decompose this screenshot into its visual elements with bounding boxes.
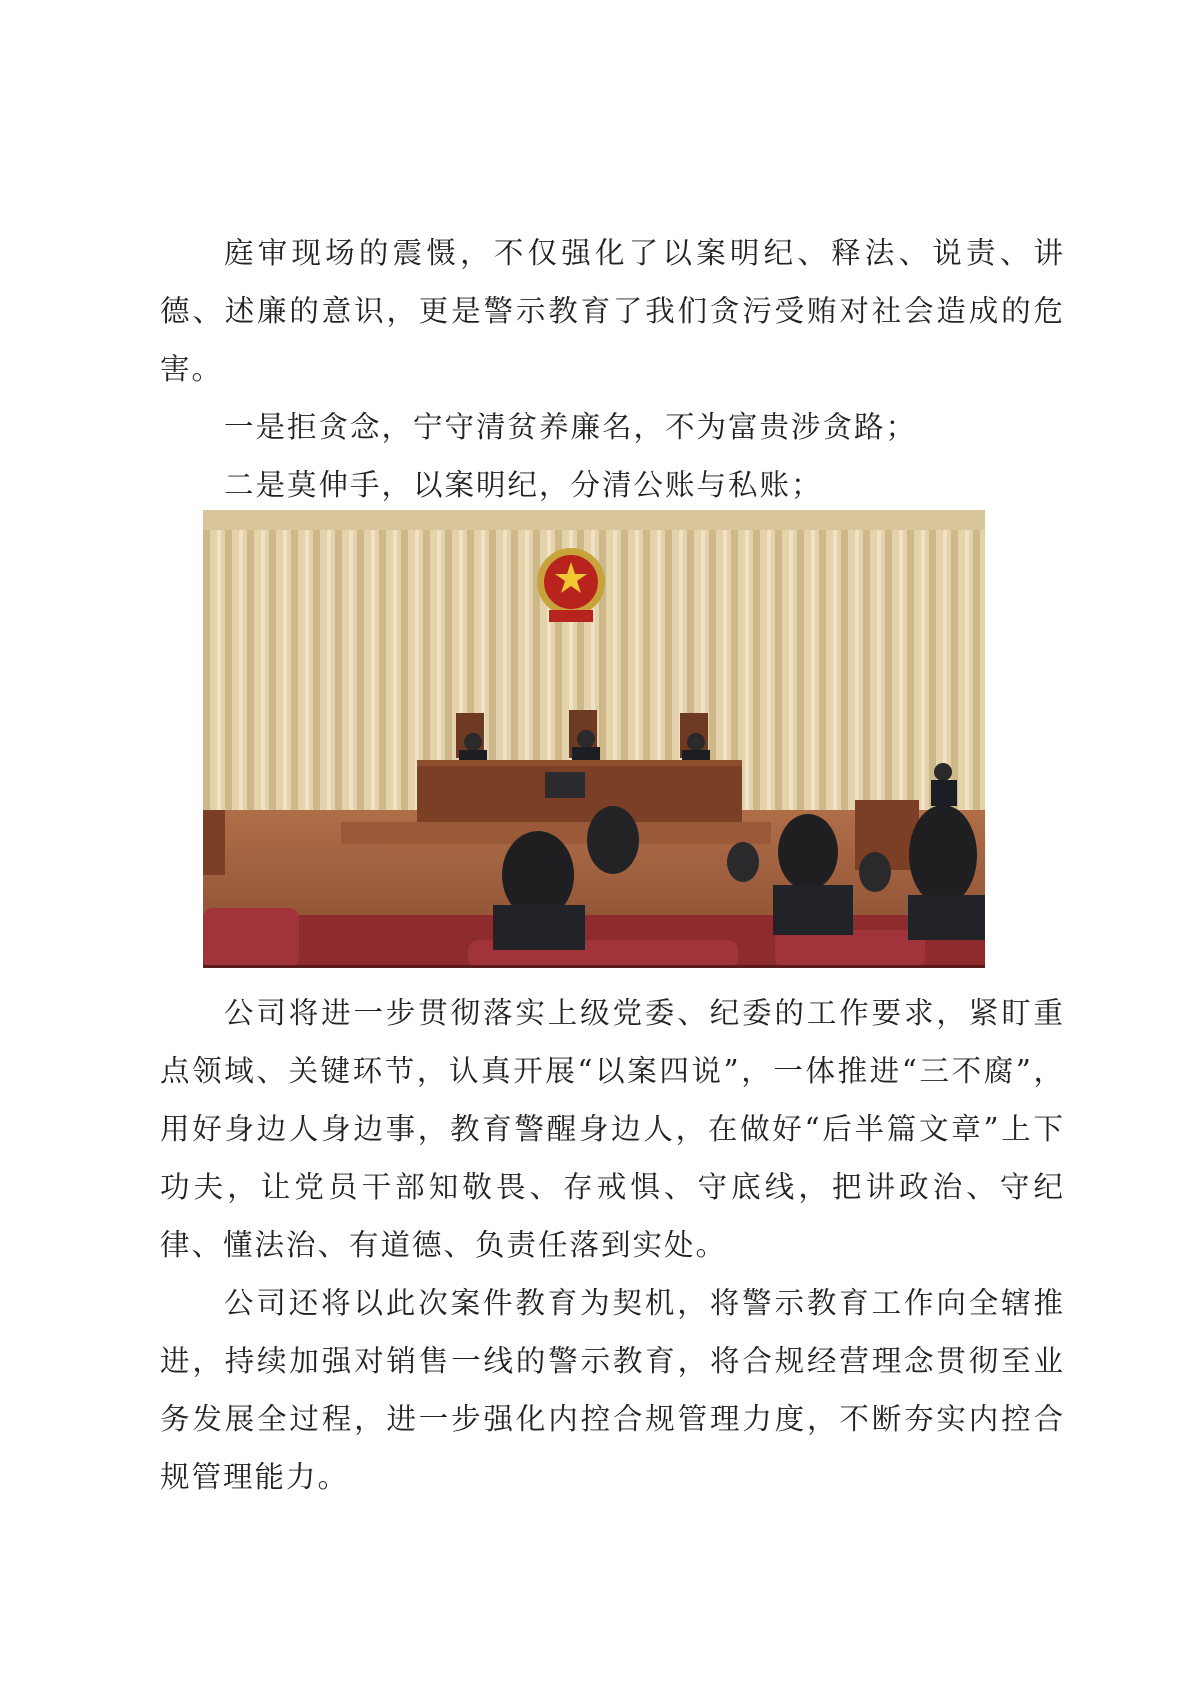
work-plan-paragraph: 公司将进一步贯彻落实上级党委、纪委的工作要求，紧盯重点领域、关键环节，认真开展“以案四说”，一体推进“三不腐”，用好身边人身边事，教育警醒身边人，在做好“后半篇文章”上下功夫，让党员干部知敬畏、存戒惧、守底线，把讲政治、守纪律、懂法治、有道德、负责任落到实处。 xyxy=(160,996,1065,1262)
point-2: 二是莫伸手，以案明纪，分清公账与私账； xyxy=(224,468,823,502)
bottom-text-block xyxy=(160,984,1065,1506)
courtroom-photo xyxy=(203,510,985,968)
education-paragraph: 公司还将以此次案件教育为契机，将警示教育工作向全辖推进，持续加强对销售一线的警示教育，将合规经营理念贯彻至业务发展全过程，进一步强化内控合规管理力度，不断夯实内控合规管理能力。 xyxy=(160,1286,1065,1494)
intro-paragraph: 庭审现场的震慑，不仅强化了以案明纪、释法、说责、讲德、述廉的意识，更是警示教育了我们贪污受贿对社会造成的危害。 xyxy=(160,236,1065,386)
point-1: 一是拒贪念，宁守清贫养廉名，不为富贵涉贪路； xyxy=(224,410,918,444)
